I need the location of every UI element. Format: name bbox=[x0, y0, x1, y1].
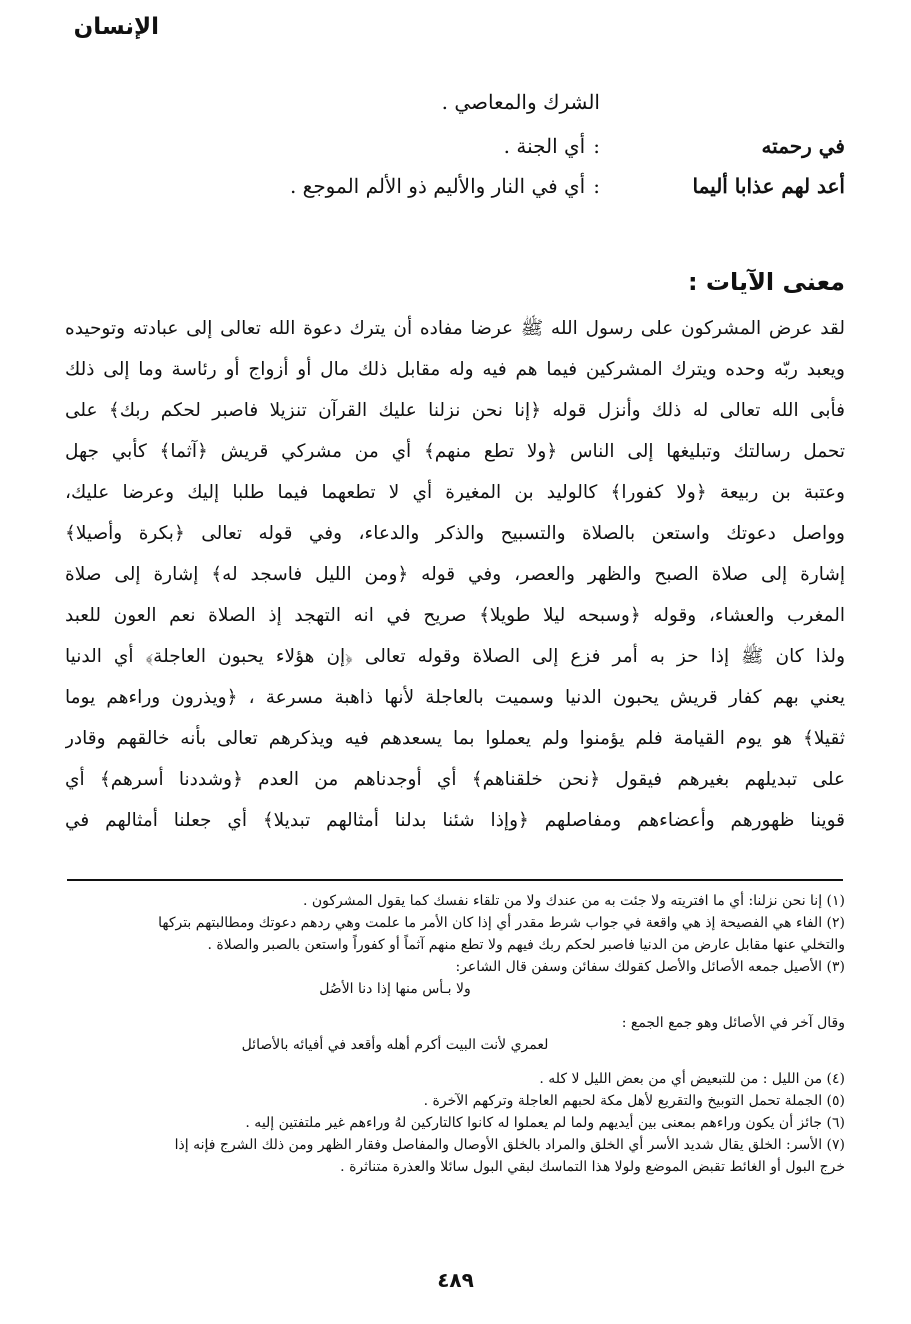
glossary-term: في رحمته bbox=[761, 134, 845, 158]
footnote-divider bbox=[67, 879, 843, 881]
body-line: قوينا ظهورهم وأعضاءهم ومفاصلهم ﴿وإذا شئنا بدلنا أمثالهم تبديلا﴾ أي جعلنا أمثالهم في bbox=[65, 810, 845, 831]
glossary-term: أعد لهم عذابا أليما bbox=[692, 174, 845, 198]
body-line: إشارة إلى صلاة الصبح والظهر والعصر، وفي قوله ﴿ومن الليل فاسجد له﴾ إشارة إلى صلاة bbox=[65, 564, 845, 585]
body-line: المغرب والعشاء، وقوله ﴿وسبحه ليلا طويلا﴾ صريح في انه التهجد إذ الصلاة نعم العون للعبد bbox=[65, 605, 845, 626]
footnote-line: (٧) الأسر: الخلق يقال شديد الأسر أي الخلق والمراد بالخلق الأوصال والمفاصل وفقار الظهر ومن ذلك الشرج فإنه إذا bbox=[174, 1137, 845, 1153]
page-number: ٤٨٩ bbox=[437, 1268, 474, 1292]
glossary-definition: أي في النار والأليم ذو الألم الموجع . bbox=[289, 174, 586, 198]
body-line: لقد عرض المشركون على رسول الله ﷺ عرضا مفاده أن يترك دعوة الله تعالى إلى عبادته وتوحيده bbox=[65, 318, 845, 339]
glossary-row bbox=[65, 134, 845, 158]
body-line: ويعبد ربّه وحده ويترك المشركين فيما هم فيه وله مقابل ذلك مال أو أزواج أو رئاسة وما إلى ذلك bbox=[65, 359, 845, 380]
footnote-line: خرج البول أو الغائط تقبض الموضع ولولا هذا التماسك لبقي البول سائلا والعذرة متناثرة . bbox=[340, 1159, 845, 1175]
glossary-colon: : bbox=[593, 134, 600, 158]
footnote-line: (٥) الجملة تحمل التوبيخ والتقريع لأهل مكة لحبهم العاجلة وتركهم الآخرة . bbox=[423, 1093, 845, 1109]
glossary-row bbox=[65, 174, 845, 198]
footnote-line: (٢) الفاء هي الفصيحة إذ هي واقعة في جواب شرط مقدر أي إذا كان الأمر ما علمت وهي ردهم دعوتك ومطالبتهم بتركها bbox=[158, 915, 845, 931]
poetry-verse: لعمري لأنت البيت أكرم أهله وأقعد في أفيائه بالأصائل bbox=[241, 1037, 549, 1053]
poetry-verse: ولا بـأس منها إذا دنا الأصُل bbox=[319, 981, 471, 997]
footnotes bbox=[65, 890, 845, 1178]
footnote-line: (٦) جائز أن يكون وراءهم بمعنى بين أيديهم ولما لم يعملوا له كانوا كالتاركين لهُ وراءهم غير ملتفتين إليه . bbox=[245, 1115, 845, 1131]
body-line: على تبديلهم بغيرهم فيقول ﴿نحن خلقناهم﴾ أي أوجدناهم من العدم ﴿وشددنا أسرهم﴾ أي bbox=[65, 769, 845, 790]
body-line: وواصل دعوتك واستعن بالصلاة والتسبيح والذكر والدعاء، وفي قوله تعالى ﴿بكرة وأصيلا﴾ bbox=[65, 523, 845, 544]
footnote-line: (١) إنا نحن نزلنا: أي ما افتريته ولا جئت به من عندك ولا من تلقاء نفسك كما يقول المشركون . bbox=[302, 893, 845, 909]
footnote-line: والتخلي عنها مقابل عارض من الدنيا فاصبر لحكم ربك فيهم ولا تطع منهم آثماً أو كفوراً واستعن بالصبر والصلاة . bbox=[207, 937, 845, 953]
footnote-line: (٤) من الليل : من للتبعيض أي من بعض الليل لا كله . bbox=[539, 1071, 845, 1087]
commentary-body bbox=[65, 308, 845, 841]
section-title: معنى الآيات : bbox=[687, 268, 845, 296]
footnote-line: وقال آخر في الأصائل وهو جمع الجمع : bbox=[621, 1015, 845, 1031]
body-line: فأبى الله تعالى له ذلك وأنزل قوله ﴿إنا نحن نزلنا عليك القرآن تنزيلا فاصبر لحكم ربك﴾ على bbox=[65, 400, 845, 421]
body-line: تحمل رسالتك وتبليغها إلى الناس ﴿ولا تطع منهم﴾ أي من مشركي قريش ﴿آثما﴾ كأبي جهل bbox=[65, 441, 845, 462]
body-line: ثقيلا﴾ هو يوم القيامة فلم يؤمنوا ولم يعملوا بما يسعدهم فيه ويذكرهم تعالى بأنه خالقهم وقادر bbox=[65, 728, 845, 749]
glossary-row bbox=[65, 90, 845, 114]
body-line: يعني بهم كفار قريش يحبون الدنيا وسميت بالعاجلة لأنها ذاهبة مسرعة ، ﴿ويذرون وراءهم يوما bbox=[65, 687, 845, 708]
surah-header: الإنسان bbox=[73, 14, 159, 40]
glossary-colon: : bbox=[593, 174, 600, 198]
body-line: ولذا كان ﷺ إذا حز به أمر فزع إلى الصلاة وقوله تعالى ﴿إن هؤلاء يحبون العاجلة﴾ أي الدنيا bbox=[65, 646, 845, 667]
footnote-line: (٣) الأصيل جمعه الأصائل والأصل كقولك سفائن وسفن قال الشاعر: bbox=[455, 959, 845, 975]
body-line: وعتبة بن ربيعة ﴿ولا كفورا﴾ كالوليد بن المغيرة أي لا تطعهما فيما طلبا إليك وعرضا عليك، bbox=[65, 482, 845, 503]
glossary-definition: الشرك والمعاصي . bbox=[441, 90, 600, 114]
glossary-definition: أي الجنة . bbox=[503, 134, 586, 158]
